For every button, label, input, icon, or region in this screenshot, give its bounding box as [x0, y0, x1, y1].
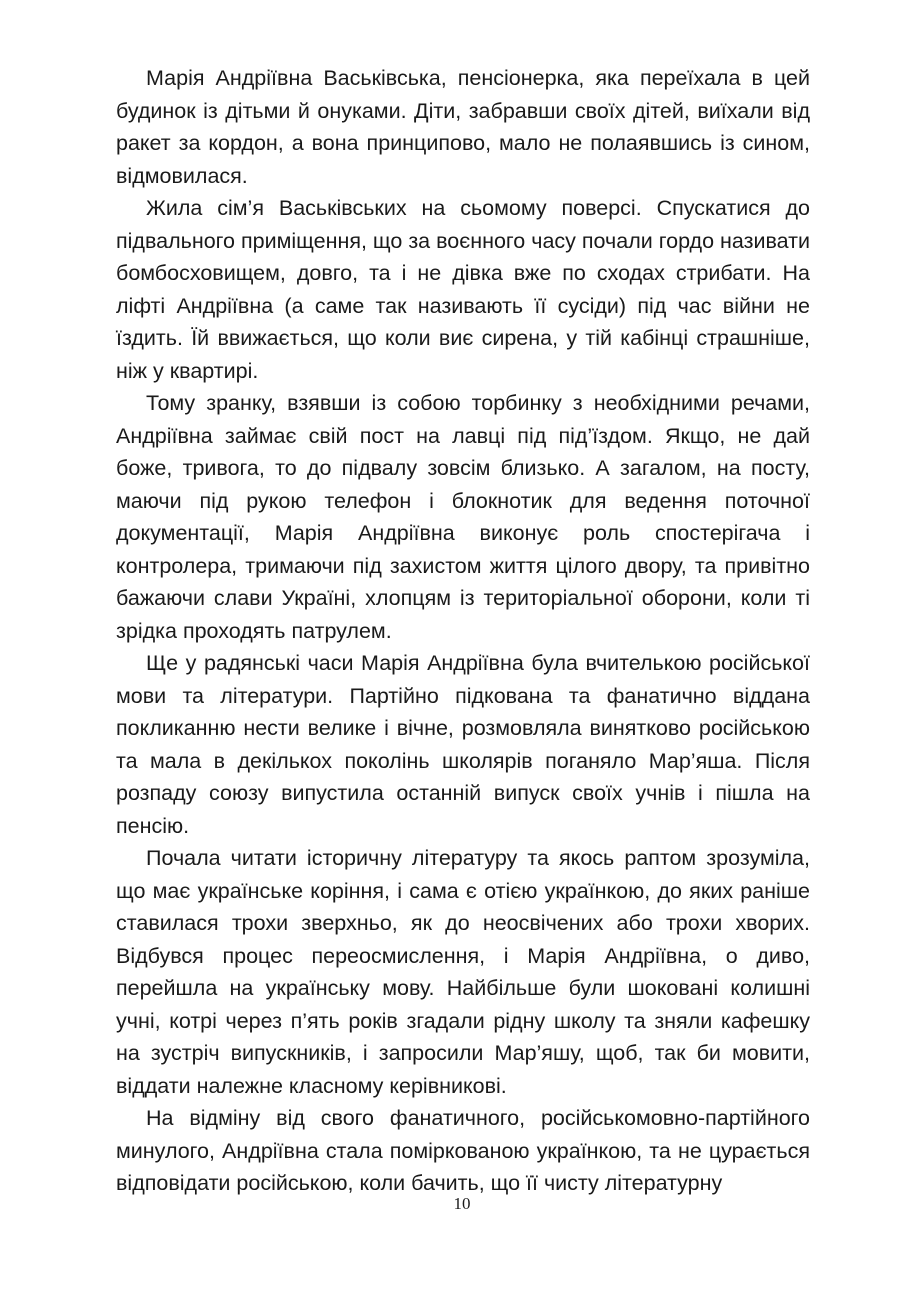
page-number: 10	[453, 1194, 471, 1213]
paragraph-1: Марія Андріївна Васьківська, пенсіонерка, яка переїхала в цей будинок із дітьми й онуками. Діти, забравши своїх дітей, виїхали від ракет за кордон, а вона принципово, мало не полаявшись із сином, відмовилася.	[116, 66, 810, 188]
paragraph-2: Жила сім’я Васьківських на сьомому поверсі. Спускатися до підвального приміщення, що за воєнного часу почали гордо називати бомбосховищем, довго, та і не дівка вже по сходах стрибати. На ліфті Андріївна (а саме так називають її сусіди) під час війни не їздить. Їй ввижається, що коли виє сирена, у тій кабінці страшніше, ніж у квартирі.	[116, 196, 810, 383]
paragraph-5: Почала читати історичну літературу та якось раптом зрозуміла, що має українське коріння, і сама є отією українкою, до яких раніше ставилася трохи зверхньо, як до неосвічених або трохи хворих. Відбувся процес переосмислення, і Марія Андріївна, о диво, перейшла на українську мову. Найбільше були шоковані колишні учні, котрі через п’ять років згадали рідну школу та зняли кафешку на зустріч випускників, і запросили Мар’яшу, щоб, так би мовити, віддати належне класному керівникові.	[116, 846, 810, 1098]
paragraph-6: На відміну від свого фанатичного, російськомовно-партійного минулого, Андріївна стала поміркованою українкою, та не цурається відповідати російською, коли бачить, що її чисту літературну	[116, 1106, 810, 1195]
paragraph-4: Ще у радянські часи Марія Андріївна була вчителькою російської мови та літератури. Партійно підкована та фанатично віддана покликанню нести велике і вічне, розмовляла винятково російською та мала в декількох поколінь школярів поганяло Мар’яша. Після розпаду союзу випустила останній випуск своїх учнів і пішла на пенсію.	[116, 651, 810, 838]
paragraph-3: Тому зранку, взявши із собою торбинку з необхідними речами, Андріївна займає свій пост на лавці під під’їздом. Якщо, не дай боже, тривога, то до підвалу зовсім близько. А загалом, на посту, маючи під рукою телефон і блокнотик для ведення поточної документації, Марія Андріївна виконує роль спостерігача і контролера, тримаючи під захистом життя цілого двору, та привітно бажаючи слави Україні, хлопцям із територіальної оборони, коли ті зрідка проходять патрулем.	[116, 391, 810, 643]
body-text	[116, 62, 810, 1200]
